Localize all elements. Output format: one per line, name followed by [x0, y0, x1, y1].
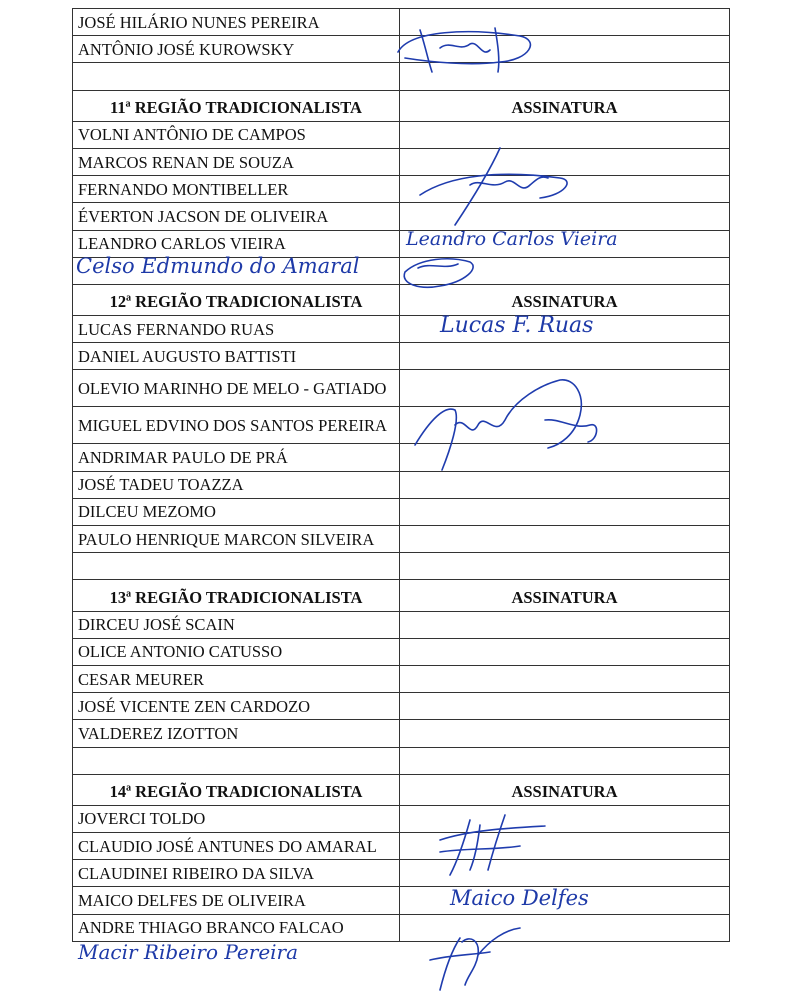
member-name: DILCEU MEZOMO	[73, 498, 400, 525]
empty-cell	[400, 747, 730, 774]
region-header-row	[73, 774, 730, 805]
member-row	[73, 638, 730, 665]
member-row	[73, 121, 730, 148]
member-row	[73, 444, 730, 471]
region-header-row	[73, 90, 730, 121]
member-name: MIGUEL EDVINO DOS SANTOS PEREIRA	[73, 407, 400, 444]
member-row	[73, 720, 730, 747]
empty-cell	[400, 63, 730, 90]
empty-cell	[73, 747, 400, 774]
member-name: JOSÉ VICENTE ZEN CARDOZO	[73, 693, 400, 720]
member-name: CLAUDINEI RIBEIRO DA SILVA	[73, 860, 400, 887]
empty-cell	[400, 553, 730, 580]
handwritten-lucas: Lucas F. Ruas	[440, 313, 594, 338]
spacer-row	[73, 63, 730, 90]
member-row	[73, 611, 730, 638]
signature-cell	[400, 611, 730, 638]
member-name: MARCOS RENAN DE SOUZA	[73, 148, 400, 175]
signature-cell	[400, 720, 730, 747]
signature-cell	[400, 860, 730, 887]
member-name: ANDRIMAR PAULO DE PRÁ	[73, 444, 400, 471]
member-name: MAICO DELFES DE OLIVEIRA	[73, 887, 400, 914]
member-name: LEANDRO CARLOS VIEIRA	[73, 230, 400, 257]
member-name: ANDRE THIAGO BRANCO FALCAO	[73, 914, 400, 941]
region-title: 11ª REGIÃO TRADICIONALISTA	[73, 90, 400, 121]
signature-cell	[400, 638, 730, 665]
region-title: 12ª REGIÃO TRADICIONALISTA	[73, 284, 400, 315]
signature-column-title: ASSINATURA	[400, 580, 730, 611]
member-name: VOLNI ANTÔNIO DE CAMPOS	[73, 121, 400, 148]
empty-cell	[73, 553, 400, 580]
region-header-row	[73, 284, 730, 315]
member-name: JOSÉ HILÁRIO NUNES PEREIRA	[73, 9, 400, 36]
member-name: LUCAS FERNANDO RUAS	[73, 316, 400, 343]
signature-cell	[400, 498, 730, 525]
handwritten-leandro: Leandro Carlos Vieira	[406, 228, 618, 250]
member-row	[73, 471, 730, 498]
region-header-row	[73, 580, 730, 611]
member-row	[73, 887, 730, 914]
roster-table	[72, 8, 730, 942]
handwritten-macir: Macir Ribeiro Pereira	[78, 940, 299, 964]
member-name: JOSÉ TADEU TOAZZA	[73, 471, 400, 498]
member-name: CLAUDIO JOSÉ ANTUNES DO AMARAL	[73, 833, 400, 860]
member-row	[73, 833, 730, 860]
member-row	[73, 203, 730, 230]
empty-cell	[400, 257, 730, 284]
member-row	[73, 526, 730, 553]
empty-cell	[73, 63, 400, 90]
signature-cell	[400, 693, 730, 720]
member-row	[73, 343, 730, 370]
member-row	[73, 693, 730, 720]
signature-cell	[400, 833, 730, 860]
signature-cell	[400, 121, 730, 148]
signature-cell	[400, 36, 730, 63]
spacer-row	[73, 553, 730, 580]
signature-cell	[400, 148, 730, 175]
member-name: ANTÔNIO JOSÉ KUROWSKY	[73, 36, 400, 63]
signature-cell	[400, 471, 730, 498]
member-name: OLEVIO MARINHO DE MELO - GATIADO	[73, 370, 400, 407]
signature-cell	[400, 665, 730, 692]
signature-column-title: ASSINATURA	[400, 90, 730, 121]
member-row	[73, 176, 730, 203]
signature-cell	[400, 805, 730, 832]
handwritten-maico: Maico Delfes	[450, 886, 589, 910]
signature-cell	[400, 176, 730, 203]
region-title: 14ª REGIÃO TRADICIONALISTA	[73, 774, 400, 805]
member-row	[73, 36, 730, 63]
signature-cell	[400, 526, 730, 553]
member-name: DANIEL AUGUSTO BATTISTI	[73, 343, 400, 370]
member-row	[73, 805, 730, 832]
signature-cell	[400, 444, 730, 471]
signature-cell	[400, 203, 730, 230]
signature-cell	[400, 9, 730, 36]
member-name: CESAR MEURER	[73, 665, 400, 692]
member-name: DIRCEU JOSÉ SCAIN	[73, 611, 400, 638]
signature-cell	[400, 370, 730, 407]
member-row	[73, 914, 730, 941]
member-row	[73, 407, 730, 444]
member-name: ÉVERTON JACSON DE OLIVEIRA	[73, 203, 400, 230]
member-row	[73, 370, 730, 407]
member-name: VALDEREZ IZOTTON	[73, 720, 400, 747]
handwritten-celso: Celso Edmundo do Amaral	[76, 254, 360, 278]
member-name: PAULO HENRIQUE MARCON SILVEIRA	[73, 526, 400, 553]
member-row	[73, 665, 730, 692]
signature-column-title: ASSINATURA	[400, 284, 730, 315]
member-row	[73, 148, 730, 175]
member-row	[73, 860, 730, 887]
member-name: OLICE ANTONIO CATUSSO	[73, 638, 400, 665]
member-row	[73, 498, 730, 525]
spacer-row	[73, 747, 730, 774]
signature-cell	[400, 343, 730, 370]
member-row	[73, 316, 730, 343]
region-title: 13ª REGIÃO TRADICIONALISTA	[73, 580, 400, 611]
member-row	[73, 9, 730, 36]
signature-column-title: ASSINATURA	[400, 774, 730, 805]
signature-cell	[400, 914, 730, 941]
member-name: FERNANDO MONTIBELLER	[73, 176, 400, 203]
signature-cell	[400, 407, 730, 444]
member-name: JOVERCI TOLDO	[73, 805, 400, 832]
